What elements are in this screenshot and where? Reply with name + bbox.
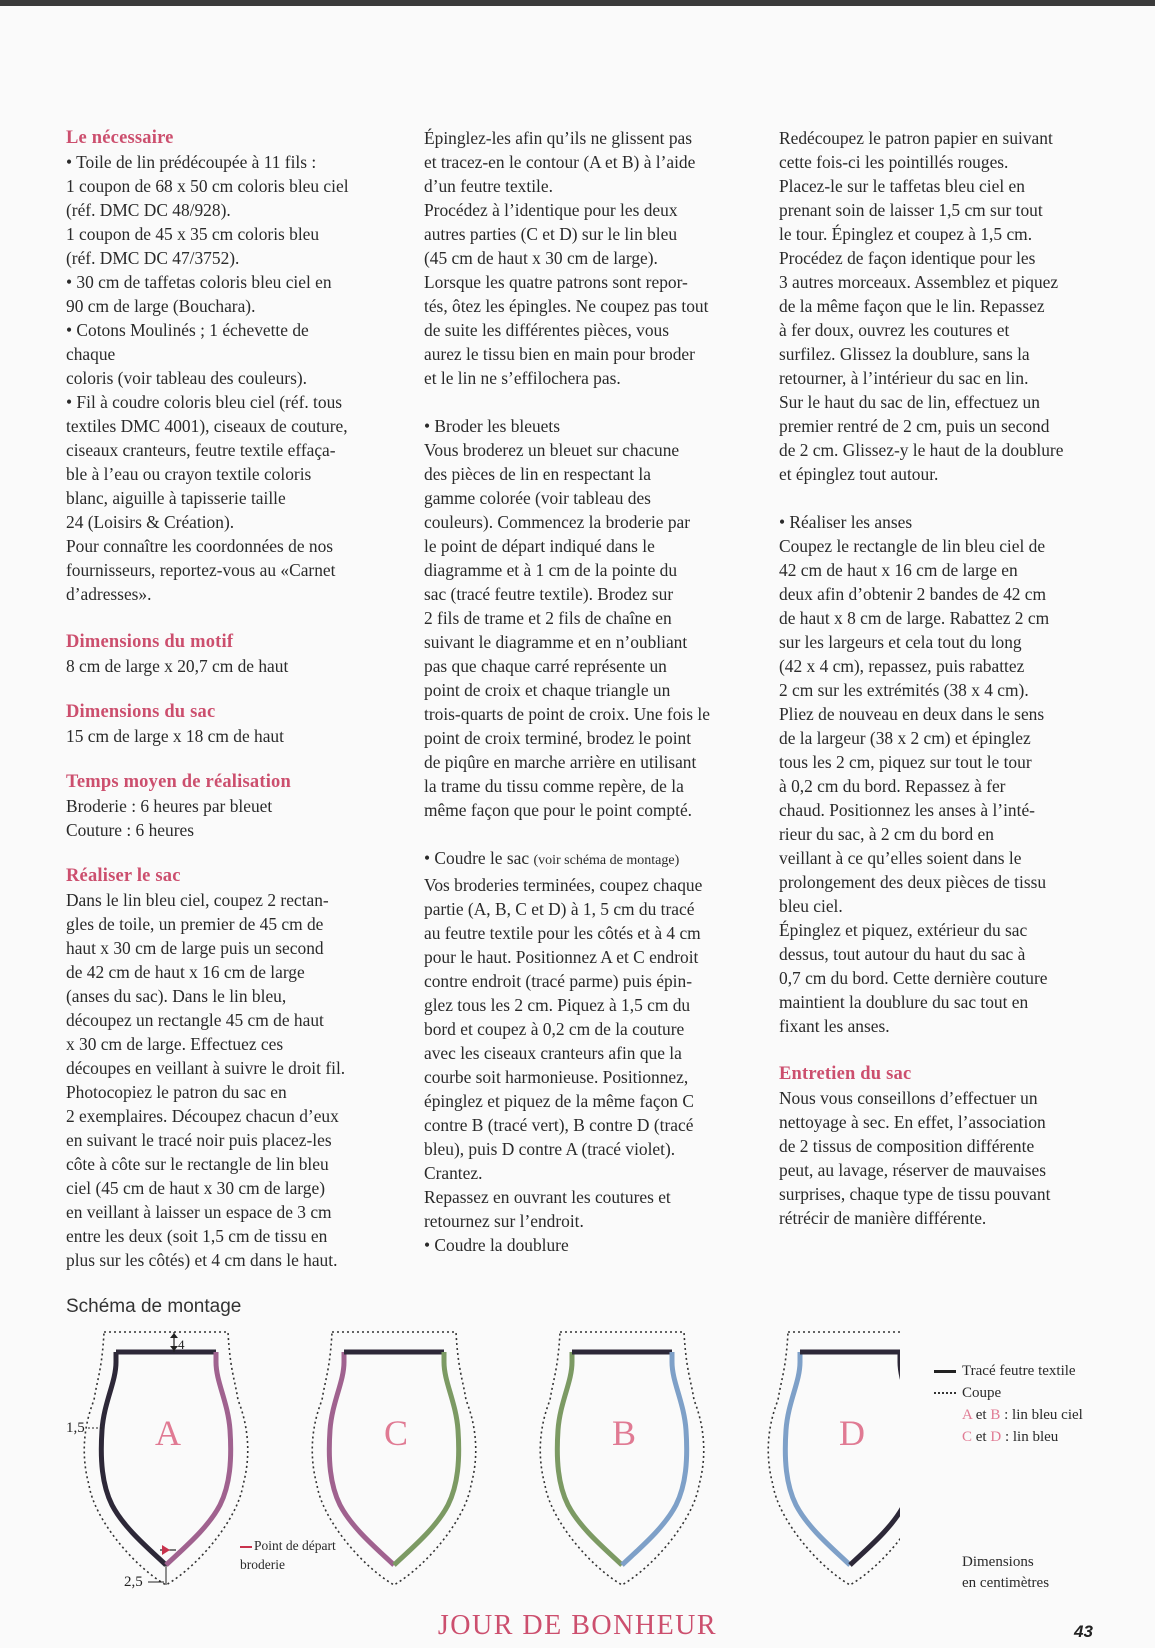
text-line: trois-quarts de point de croix. Une fois le [424,704,710,724]
temps-text [66,794,362,842]
anses-heading: • Réaliser les anses [779,512,913,532]
column-1 [66,126,362,1272]
text-line: en suivant le tracé noir puis placez-les [66,1130,332,1150]
piece-a-right-trace [166,1352,231,1565]
text-line: de haut x 8 cm de large. Rabattez 2 cm [779,608,1050,628]
text-line: Pliez de nouveau en deux dans le sens [779,704,1045,724]
piece-a-left-trace [101,1352,166,1565]
text-line: Sur le haut du sac de lin, effectuez un [779,392,1040,412]
text-line: coloris (voir tableau des couleurs). [66,368,307,388]
text-line: point de croix terminé, brodez le point [424,728,692,748]
piece-d-letter: D [839,1413,865,1453]
text-line: Repassez en ouvrant les coutures et [424,1187,671,1207]
text-line: en veillant à laisser un espace de 3 cm [66,1202,332,1222]
coudre-note: (voir schéma de montage) [533,853,680,868]
piece-c [312,1332,475,1585]
text-line: entre les deux (soit 1,5 cm de tissu en [66,1226,328,1246]
text-line: d’un feutre textile. [424,176,553,196]
necessaire-list [66,150,362,606]
text-line: de 42 cm de haut x 16 cm de large [66,962,305,982]
text-line: même façon que pour le point compté. [424,800,693,820]
text-line: nettoyage à sec. En effet, l’association [779,1112,1046,1132]
text-line: 2 fils de trame et 2 fils de chaîne en [424,608,672,628]
coudre-heading [424,846,720,873]
text-line: diagramme et à 1 cm de la pointe du [424,560,678,580]
text-line: découpes en veillant à suivre le droit fil. [66,1058,346,1078]
text-line: à fer doux, ouvrez les coutures et [779,320,1010,340]
text-line: pas que chaque carré représente un [424,656,667,676]
dimensions-note: Dimensions en centimètres [962,1554,1050,1591]
text-line: deux afin d’obtenir 2 bandes de 42 cm [779,584,1047,604]
text-line: Coupez le rectangle de lin bleu ciel de [779,536,1046,556]
coudre-text [424,873,720,1233]
piece-d [768,1332,900,1585]
text-line: chaud. Positionnez les anses à l’inté- [779,800,1035,820]
start-point-marker [162,1545,170,1555]
motif-dimensions: 8 cm de large x 20,7 cm de haut [66,656,289,676]
text-line: veillant à ce qu’elles soient dans le [779,848,1022,868]
text-line: de 2 cm. Glissez-y le haut de la doublure [779,440,1064,460]
text-line: Épinglez-les afin qu’ils ne glissent pas [424,128,693,148]
text-line: (45 cm de haut x 30 cm de large). [424,248,658,268]
text-line: à 0,2 cm du bord. Repassez à fer [779,776,1006,796]
text-line: la trame du tissu comme repère, de la [424,776,684,796]
text-line: avec les ciseaux cranteurs afin que la [424,1043,682,1063]
doublure-heading: • Coudre la doublure [424,1235,569,1255]
magazine-footer: JOUR DE BONHEUR [437,1610,718,1641]
text-line: 0,7 cm du bord. Cette dernière couture [779,968,1048,988]
text-line: rieur du sac, à 2 cm du bord en [779,824,994,844]
entretien-heading: Entretien du sac [779,1064,912,1084]
text-line: contre endroit (tracé parme) puis épin- [424,971,692,991]
text-line: retournez sur l’endroit. [424,1211,584,1231]
text-line: bleu ciel. [779,896,843,916]
text-line: textiles DMC 4001), ciseaux de couture, [66,416,348,436]
column-2 [424,126,720,1257]
text-line: côte à côte sur le rectangle de lin bleu [66,1154,329,1174]
dim-bottom: 2,5 [124,1574,143,1590]
text-line: 2 cm sur les extrémités (38 x 4 cm). [779,680,1029,700]
text-line: tous les 2 cm, piquez sur tout le tour [779,752,1032,772]
text-line: sac (tracé feutre textile). Brodez sur [424,584,674,604]
column-3 [779,126,1075,1230]
text-line: cette fois-ci les pointillés rouges. [779,152,1009,172]
necessaire-heading: Le nécessaire [66,128,174,148]
text-line: contre B (tracé vert), B contre D (tracé [424,1115,694,1135]
dim-top: 4 [178,1337,185,1352]
top-border [0,0,1155,6]
text-line: glez tous les 2 cm. Piquez à 1,5 cm du [424,995,691,1015]
text-line: maintient la doublure du sac tout en [779,992,1029,1012]
text-line: bleu), puis D contre A (tracé violet). [424,1139,676,1159]
text-line: x 30 cm de large. Effectuez ces [66,1034,284,1054]
page-number: 43 [1074,1622,1093,1641]
text-line: suivant le diagramme et en n’oubliant [424,632,688,652]
legend-coupe: Coupe [934,1382,1083,1404]
text-line: 90 cm de large (Bouchara). [66,296,256,316]
text-line: de 2 tissus de composition différente [779,1136,1035,1156]
start-label-line-1: Point de départ [254,1538,336,1553]
text-line: Photocopiez le patron du sac en [66,1082,287,1102]
text-line: • Toile de lin prédécoupée à 11 fils : [66,152,317,172]
text-line: et tracez-en le contour (A et B) à l’aide [424,152,696,172]
text-line: retourner, à l’intérieur du sac en lin. [779,368,1029,388]
legend [934,1360,1083,1448]
text-line: sur les largeurs et cela tout du long [779,632,1022,652]
text-line: (réf. DMC DC 48/928). [66,200,231,220]
piece-d-right-trace [850,1352,900,1565]
text-line: de piqûre en marche arrière en utilisant [424,752,697,772]
text-line: (réf. DMC DC 47/3752). [66,248,240,268]
motif-heading: Dimensions du motif [66,632,234,652]
piece-a-letter: A [155,1413,181,1453]
text-line: premier rentré de 2 cm, puis un second [779,416,1050,436]
text-line: couleurs). Commencez la broderie par [424,512,691,532]
text-line: • Cotons Moulinés ; 1 échevette de chaque [66,320,309,364]
piece-a [66,1332,248,1590]
text-line: • Fil à coudre coloris bleu ciel (réf. tous [66,392,343,412]
text-line: Procédez de façon identique pour les [779,248,1036,268]
text-line: 2 exemplaires. Découpez chacun d’eux [66,1106,339,1126]
text-line: Crantez. [424,1163,483,1183]
schema-title: Schéma de montage [66,1296,242,1317]
realiser-heading: Réaliser le sac [66,866,181,886]
text-line: surprises, chaque type de tissu pouvant [779,1184,1051,1204]
coudre-title: • Coudre le sac [424,848,530,868]
text-line: (42 x 4 cm), repassez, puis rabattez [779,656,1025,676]
text-line: courbe soit harmonieuse. Positionnez, [424,1067,689,1087]
anses-text [779,534,1075,1038]
piece-c-letter: C [383,1413,409,1453]
text-line: surfilez. Glissez la doublure, sans la [779,344,1030,364]
text-line: de la même façon que le lin. Repassez [779,296,1045,316]
text-line: pour le haut. Positionnez A et C endroit [424,947,699,967]
piece-d-left-trace [785,1352,850,1565]
text-line: Nous vous conseillons d’effectuer un [779,1088,1038,1108]
text-line: fixant les anses. [779,1016,890,1036]
text-line: plus sur les côtés) et 4 cm dans le haut. [66,1250,338,1270]
legend-cd: C et D : lin bleu [962,1429,1059,1445]
temps-heading: Temps moyen de réalisation [66,772,291,792]
text-line: gles de toile, un premier de 45 cm de [66,914,324,934]
text-line: ciel (45 cm de haut x 30 cm de large) [66,1178,325,1198]
text-line: Broderie : 6 heures par bleuet [66,796,273,816]
broder-text [424,438,720,822]
text-line: de la largeur (38 x 2 cm) et épinglez [779,728,1031,748]
text-line: Dans le lin bleu ciel, coupez 2 rectan- [66,890,329,910]
text-line: ble à l’eau ou crayon textile coloris [66,464,312,484]
piece-c-right-trace [394,1352,459,1565]
text-line: dessus, tout autour du haut du sac à [779,944,1026,964]
text-line: Placez-le sur le taffetas bleu ciel en [779,176,1025,196]
text-line: prolongement des deux pièces de tissu [779,872,1047,892]
sac-dimensions: 15 cm de large x 18 cm de haut [66,726,284,746]
text-line: 42 cm de haut x 16 cm de large en [779,560,1018,580]
text-line: Redécoupez le patron papier en suivant [779,128,1053,148]
text-line: autres parties (C et D) sur le lin bleu [424,224,678,244]
broder-heading: • Broder les bleuets [424,416,561,436]
text-line: • 30 cm de taffetas coloris bleu ciel en [66,272,332,292]
piece-b-left-trace [557,1352,622,1565]
text-line: partie (A, B, C et D) à 1, 5 cm du tracé [424,899,695,919]
text-line: le tour. Épinglez et coupez à 1,5 cm. [779,224,1033,244]
sac-heading: Dimensions du sac [66,702,216,722]
start-label-line-2: broderie [240,1557,285,1572]
col2-paragraph-1 [424,126,720,390]
col3-paragraph-1 [779,126,1075,486]
text-line: épinglez et piquez de la même façon C [424,1091,694,1111]
text-line: découpez un rectangle 45 cm de haut [66,1010,324,1030]
text-line: le point de départ indiqué dans le [424,536,655,556]
text-line: Lorsque les quatre patrons sont repor- [424,272,688,292]
text-line: blanc, aiguille à tapisserie taille [66,488,286,508]
text-line: peut, au lavage, réserver de mauvaises [779,1160,1047,1180]
text-line: rétrécir de manière différente. [779,1208,987,1228]
text-line: 24 (Loisirs & Création). [66,512,235,532]
text-line: des pièces de lin en respectant la [424,464,651,484]
text-line: gamme colorée (voir tableau des [424,488,651,508]
text-line: tés, ôtez les épingles. Ne coupez pas tout [424,296,709,316]
text-line: et le lin ne s’effilochera pas. [424,368,621,388]
text-line: Épinglez et piquez, extérieur du sac [779,920,1028,940]
text-line: d’adresses». [66,584,152,604]
text-line: (anses du sac). Dans le lin bleu, [66,986,287,1006]
text-line: haut x 30 cm de large puis un second [66,938,324,958]
legend-ab: A et B : lin bleu ciel [962,1407,1083,1423]
text-line: 1 coupon de 45 x 35 cm coloris bleu [66,224,320,244]
text-line: ciseaux cranteurs, feutre textile effaça- [66,440,336,460]
piece-b-right-trace [622,1352,687,1565]
realiser-text [66,888,362,1272]
text-line: Procédez à l’identique pour les deux [424,200,678,220]
text-line: Vos broderies terminées, coupez chaque [424,875,703,895]
text-line: point de croix et chaque triangle un [424,680,671,700]
text-line: fournisseurs, reportez-vous au «Carnet [66,560,336,580]
text-line: 3 autres morceaux. Assemblez et piquez [779,272,1059,292]
assembly-diagram [60,1320,900,1600]
text-line: prenant soin de laisser 1,5 cm sur tout [779,200,1043,220]
dim-side: 1,5 [66,1420,85,1436]
text-line: de suite les différentes pièces, vous [424,320,670,340]
piece-b-letter: B [611,1413,637,1453]
text-line: au feutre textile pour les côtés et à 4 cm [424,923,701,943]
text-line: Couture : 6 heures [66,820,194,840]
piece-b [540,1332,703,1585]
text-line: aurez le tissu bien en main pour broder [424,344,695,364]
text-line: et épinglez tout autour. [779,464,939,484]
text-line: 1 coupon de 68 x 50 cm coloris bleu ciel [66,176,349,196]
entretien-text [779,1086,1075,1230]
start-point-label [240,1536,336,1574]
text-line: Vous broderez un bleuet sur chacune [424,440,680,460]
legend-trace: Tracé feutre textile [934,1360,1083,1382]
piece-c-left-trace [329,1352,394,1565]
text-line: Pour connaître les coordonnées de nos [66,536,334,556]
text-line: bord et coupez à 0,2 cm de la couture [424,1019,685,1039]
